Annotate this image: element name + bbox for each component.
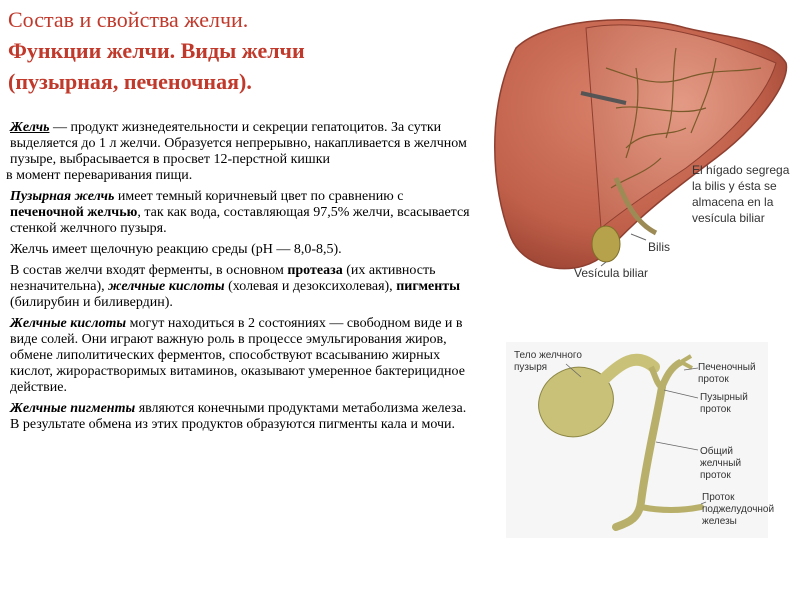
page-title: [8, 4, 478, 97]
pancreatic-duct: [641, 507, 701, 510]
label-pancreatic-duct-line-3: железы: [702, 516, 737, 527]
paragraph-ph: Желчь имеет щелочную реакцию среды (рН — 8,0-8,5).: [10, 242, 342, 257]
label-gallbladder-body-line-2: пузыря: [514, 362, 548, 373]
title-line-2: Функции желчи. Виды желчи: [8, 38, 305, 63]
liver-caption-line-2: la bilis y ésta se: [692, 179, 777, 193]
composition-text-3: (холевая и дезоксихолевая),: [224, 279, 397, 294]
hepatic-duct: [662, 362, 681, 387]
cystic-bile-text-1: имеет темный коричневый цвет по сравнению с: [114, 189, 404, 204]
liver-caption-line-1: El hígado segrega: [692, 163, 790, 177]
liver-caption-line-4: vesícula biliar: [692, 211, 765, 225]
bile-acids-text: могут находиться в 2 состояниях — свободном виде и в виде солей. Они играют важную роль в процессе эмульгирования жиров, обмене липолитических ферментов, способствуют всасыванию жирных кислот, жирорастворимых витаминов, оказывают умеренное бактерицидное действие.: [10, 316, 465, 395]
label-pancreatic-duct: [702, 492, 774, 528]
paragraph-cystic-bile: [10, 189, 475, 237]
term-bile-acids: желчные кислоты: [108, 279, 225, 294]
body-text: [6, 120, 475, 438]
label-cystic-duct-line-1: Пузырный: [700, 392, 748, 403]
term-bile-pigments: Желчные пигменты: [10, 401, 136, 416]
composition-text-1: В состав желчи входят ферменты, в основном: [10, 263, 288, 278]
paragraph-bile-pigments: [10, 401, 475, 433]
label-gallbladder-body: [514, 350, 582, 374]
paragraph-bile-acids: [10, 316, 475, 396]
label-vesicula: Vesícula biliar: [574, 266, 649, 280]
cystic-bile-text-2: , так как вода, составляющая 97,5% желчи, всасывается стенкой желчного пузыря.: [10, 205, 470, 236]
bile-pigments-text: являются конечными продуктами метаболизма железа. В результате обмена из этих продуктов образуются пигменты кала и мочи.: [10, 401, 467, 432]
term-protease: протеаза: [287, 263, 343, 278]
term-cystic-bile: Пузырная желчь: [10, 189, 115, 204]
title-line-3: (пузырная, печеночная).: [8, 69, 252, 94]
label-hepatic-duct-line-1: Печеночный: [698, 362, 756, 373]
label-common-duct-line-1: Общий желчный: [700, 446, 742, 469]
gallbladder-neck: [601, 360, 654, 382]
label-pancreatic-duct-line-1: Проток: [702, 492, 735, 503]
gallbladder-diagram: [506, 342, 775, 538]
label-gallbladder-body-line-1: Тело желчного: [514, 350, 582, 361]
label-common-duct: [700, 446, 768, 482]
composition-text-2: (их активность незначительна),: [10, 263, 436, 294]
label-hepatic-duct: [698, 362, 756, 386]
term-hepatic-bile: печеночной желчью: [10, 205, 138, 220]
paragraph-bile-definition: [6, 120, 475, 184]
label-common-duct-line-2: проток: [700, 470, 731, 481]
bile-definition-text-2: в момент переваривания пищи.: [6, 168, 193, 183]
gallbladder: [592, 226, 620, 262]
label-pancreatic-duct-line-2: поджелудочной: [702, 504, 775, 515]
label-cystic-duct: [700, 392, 748, 416]
term-bile-acids-2: Желчные кислоты: [10, 316, 127, 331]
label-bilis: Bilis: [648, 240, 671, 254]
label-cystic-duct-line-2: проток: [700, 404, 731, 415]
liver-illustration: [486, 8, 796, 288]
term-pigments: пигменты: [396, 279, 461, 294]
composition-text-4: (билирубин и биливердин).: [10, 295, 173, 310]
label-hepatic-duct-line-2: проток: [698, 374, 729, 385]
liver-caption-line-3: almacena en la: [692, 195, 774, 209]
title-line-1: Состав и свойства желчи.: [8, 7, 249, 32]
bile-definition-text: — продукт жизнедеятельности и секреции гепатоцитов. За сутки выделяется до 1 л желчи. Образуется непрерывно, накапливается в желчном пузыре, выбрасывается в просвет 12-перстной кишки: [10, 120, 467, 167]
liver-caption: [692, 162, 800, 226]
term-bile: Желчь: [10, 120, 50, 135]
paragraph-composition: [10, 263, 475, 311]
